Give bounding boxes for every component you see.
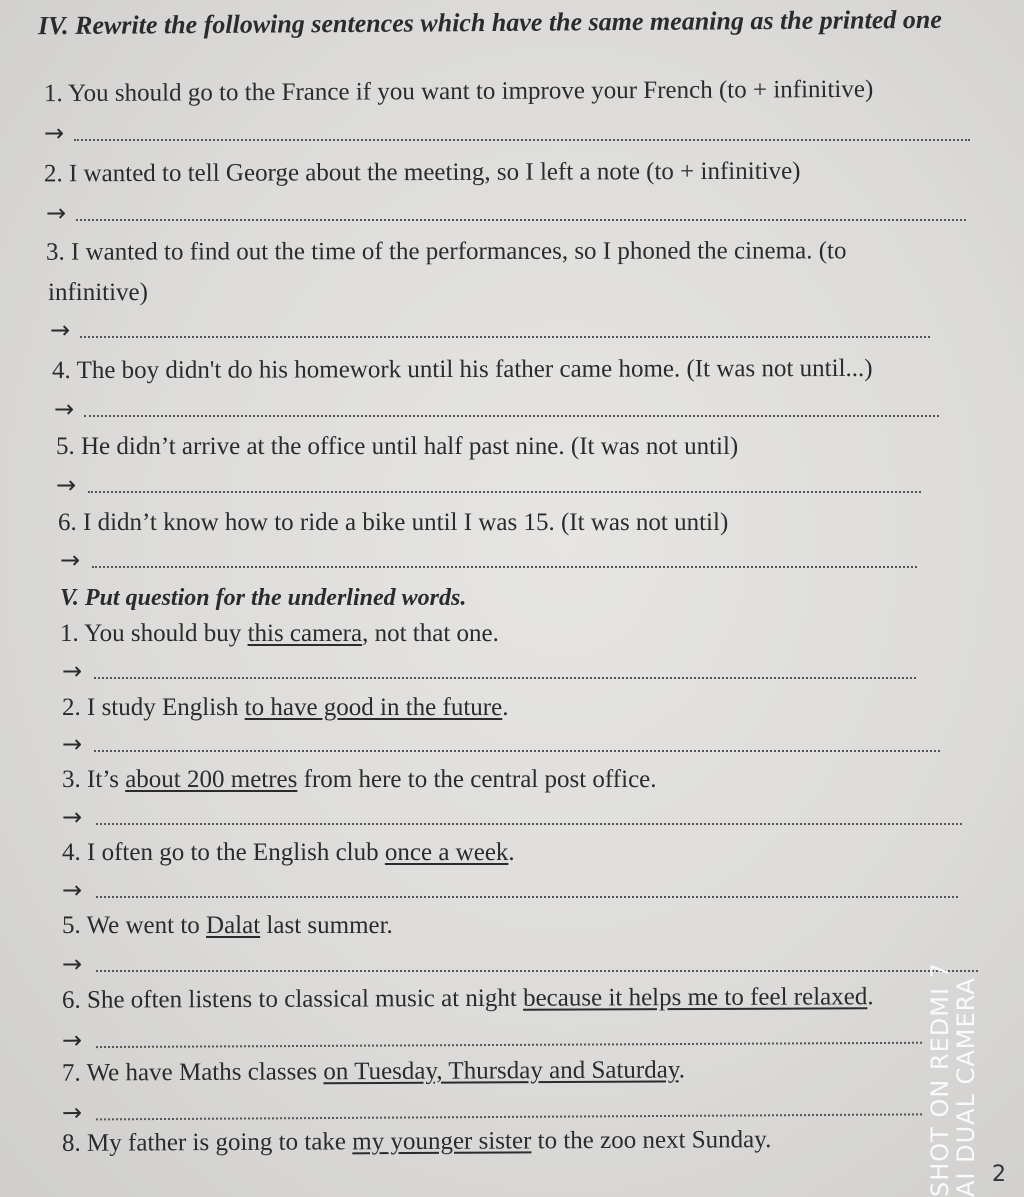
arrow-icon: →	[54, 395, 75, 423]
s5-item-3-after: from here to the central post office.	[297, 766, 657, 793]
s5-item-8-after: to the zoo next Sunday.	[531, 1126, 772, 1155]
s5-item-1-before: 1. You should buy	[60, 620, 248, 647]
s5-answer-4[interactable]	[62, 876, 962, 906]
section-4-heading: IV. Rewrite the following sentences which have the same meaning as the printed one	[37, 4, 942, 41]
s5-item-3	[62, 766, 657, 794]
s5-item-6-underlined: because it helps me to feel relaxed	[522, 983, 868, 1012]
s5-item-2-after: .	[502, 694, 509, 721]
s4-item-1: 1. You should go to the France if you want to improve your French (to + infinitive)	[43, 75, 874, 108]
s5-item-2-before: 2. I study English	[62, 694, 245, 721]
arrow-icon: →	[61, 1026, 83, 1055]
s5-item-7	[62, 1056, 685, 1087]
arrow-icon: →	[62, 803, 83, 831]
answer-dotted-line	[80, 336, 930, 338]
s5-item-2-underlined: to have good in the future	[244, 694, 503, 721]
s5-item-5	[62, 912, 393, 940]
s5-answer-2[interactable]	[62, 730, 944, 760]
s5-item-2	[62, 694, 508, 722]
s5-item-4	[62, 839, 515, 867]
arrow-icon: →	[62, 876, 83, 904]
s5-item-8-underlined: my younger sister	[352, 1127, 532, 1156]
s4-item-5: 5. He didn’t arrive at the office until half past nine. (It was not until)	[56, 433, 739, 460]
answer-dotted-line	[84, 415, 939, 417]
s5-item-8-before: 8. My father is going to take	[61, 1128, 353, 1157]
s4-item-3: 3. I wanted to find out the time of the performances, so I phoned the cinema. (to	[45, 237, 847, 266]
s5-item-6-after: .	[867, 983, 874, 1011]
s5-item-6-before: 6. She often listens to classical music at night	[61, 984, 524, 1014]
answer-dotted-line	[94, 750, 940, 752]
answer-dotted-line	[76, 219, 966, 221]
s5-item-1	[60, 620, 499, 648]
s5-answer-6[interactable]	[62, 1022, 924, 1057]
arrow-icon: →	[61, 1098, 83, 1127]
answer-dotted-line	[92, 566, 917, 568]
s5-item-5-before: 5. We went to	[62, 912, 207, 939]
s5-item-3-underlined: about 200 metres	[125, 766, 298, 793]
answer-dotted-line	[96, 1042, 922, 1048]
s5-item-4-after: .	[508, 839, 515, 866]
s5-item-4-underlined: once a week	[384, 839, 509, 866]
s4-answer-1[interactable]	[44, 119, 974, 149]
s5-item-7-before: 7. We have Maths classes	[61, 1058, 324, 1087]
camera-watermark	[927, 962, 979, 1197]
section-5-heading: V. Put question for the underlined words.	[60, 585, 467, 611]
s5-item-6	[62, 983, 874, 1015]
arrow-icon: →	[44, 119, 65, 147]
answer-dotted-line	[88, 491, 921, 493]
s5-item-3-before: 3. It’s	[62, 766, 126, 793]
s5-answer-3[interactable]	[62, 803, 967, 833]
s4-answer-6[interactable]	[60, 546, 922, 576]
s4-answer-3[interactable]	[50, 316, 935, 346]
s4-item-2: 2. I wanted to tell George about the meeting, so I left a note (to + infinitive)	[43, 157, 801, 188]
answer-dotted-line	[94, 677, 916, 679]
arrow-icon: →	[56, 471, 77, 499]
s4-item-4: 4. The boy didn't do his homework until his father came home. (It was not until...)	[51, 354, 873, 385]
s5-item-1-underlined: this camera	[247, 620, 363, 647]
answer-dotted-line	[96, 823, 962, 825]
s5-item-7-underlined: on Tuesday, Thursday and Saturday	[323, 1056, 679, 1086]
s5-answer-5[interactable]	[62, 950, 982, 980]
arrow-icon: →	[62, 950, 83, 978]
answer-dotted-line	[96, 896, 958, 898]
answer-dotted-line	[96, 1113, 922, 1120]
s4-item-6: 6. I didn’t know how to ride a bike until I was 15. (It was not until)	[58, 509, 729, 536]
s4-answer-5[interactable]	[56, 471, 926, 501]
arrow-icon: →	[60, 546, 81, 574]
arrow-icon: →	[62, 657, 83, 685]
s5-item-5-underlined: Dalat	[206, 912, 261, 939]
watermark-line-2: AI DUAL CAMERA	[952, 977, 980, 1197]
answer-dotted-line	[96, 970, 978, 972]
arrow-icon: →	[46, 199, 67, 227]
s4-item-3-continued: infinitive)	[48, 279, 148, 306]
s5-answer-1[interactable]	[62, 657, 920, 687]
s5-answer-7[interactable]	[62, 1093, 924, 1128]
arrow-icon: →	[50, 316, 71, 344]
s4-answer-2[interactable]	[46, 199, 971, 229]
s5-item-5-after: last summer.	[260, 912, 393, 939]
s5-item-7-after: .	[678, 1056, 685, 1084]
page-number: 2	[992, 1162, 1006, 1187]
s5-item-1-after: , not that one.	[362, 620, 499, 647]
arrow-icon: →	[62, 730, 83, 758]
answer-dotted-line	[74, 139, 970, 141]
watermark-line-1: SHOT ON REDMI 7	[926, 962, 954, 1197]
s5-item-4-before: 4. I often go to the English club	[62, 839, 385, 866]
s5-item-8	[62, 1126, 772, 1158]
s4-answer-4[interactable]	[54, 395, 944, 425]
